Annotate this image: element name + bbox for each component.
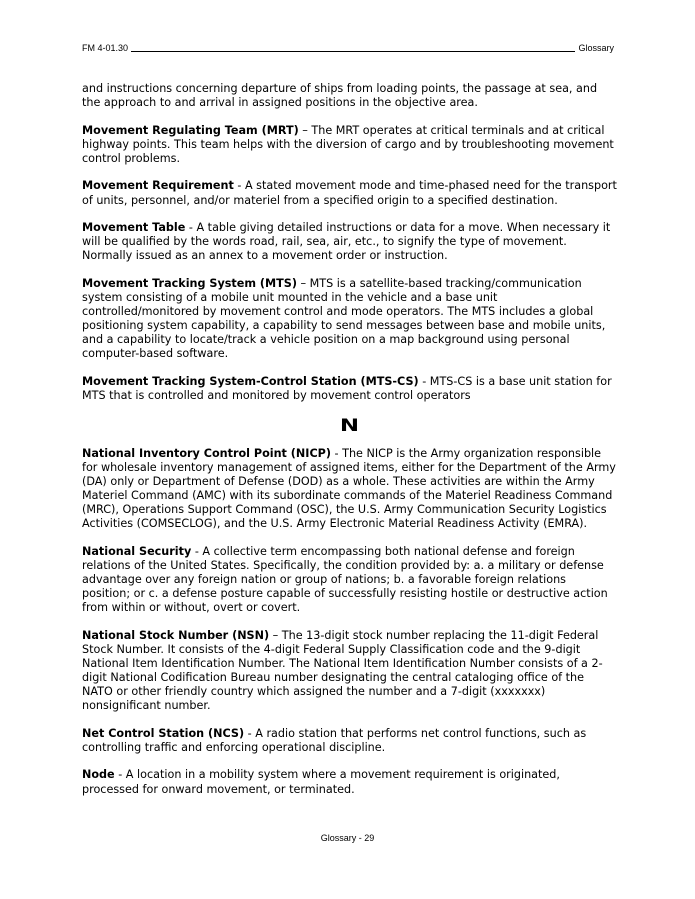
- glossary-term: Node: [82, 768, 115, 782]
- page-footer: [0, 832, 695, 844]
- footer-page-label: Glossary - 29: [320, 833, 375, 843]
- glossary-term: Movement Regulating Team (MRT): [82, 123, 299, 137]
- glossary-term: Movement Requirement: [82, 179, 234, 193]
- glossary-entry: [82, 277, 617, 362]
- glossary-entry: [82, 375, 617, 403]
- glossary-term: Movement Table: [82, 221, 186, 235]
- header-doc-id: FM 4-01.30: [82, 43, 129, 53]
- section-letter-heading: N: [339, 415, 360, 436]
- glossary-definition: – MTS is a satellite-based tracking/communication system consisting of a mobile unit mounted in the vehicle and a base unit controlled/monitored by movement control and mode operators. The MTS includes a global positioning system capability, a capability to send messages between base and mobile units, and a capability to locate/track a vehicle position on a map background using personal computer-based software.: [82, 276, 606, 361]
- glossary-entry: [82, 768, 617, 796]
- glossary-definition: - MTS-CS is a base unit station for MTS that is controlled and monitored by movement control operators: [82, 375, 612, 403]
- glossary-definition: - A table giving detailed instructions or data for a move. When necessary it will be qualified by the words road, rail, sea, air, etc., to signify the type of movement. Normally issued as an annex to a movement order or instruction.: [82, 221, 611, 263]
- glossary-entry: [82, 179, 617, 207]
- glossary-entry: [82, 727, 617, 755]
- glossary-term: National Security: [82, 544, 192, 558]
- header-section: Glossary: [578, 43, 614, 53]
- glossary-entry: [82, 447, 617, 532]
- entries-before-group: [82, 82, 617, 403]
- glossary-definition: – The 13-digit stock number replacing the 11-digit Federal Stock Number. It consists of the 4-digit Federal Supply Classification code and the 9-digit National Item Identification Number. The National Item Identification Number consists of a 2-digit National Codification Bureau number designating the central cataloging office of the NATO or other friendly country which assigned the number and a 7-digit (xxxxxxx) nonsignificant number.: [82, 628, 603, 713]
- header-rule: [131, 51, 575, 52]
- entries-after-group: [82, 447, 617, 797]
- glossary-term: National Stock Number (NSN): [82, 628, 270, 642]
- page-header: [82, 41, 614, 55]
- glossary-definition: - A radio station that performs net control functions, such as controlling traffic and enforcing operational discipline.: [82, 726, 587, 754]
- glossary-definition: - A collective term encompassing both national defense and foreign relations of the United States. Specifically, the condition provided by: a. a military or defense advantage over any foreign nation or group of nations; b. a favorable foreign relations position; or c. a defense posture capable of successfully resisting hostile or destructive action from within or without, overt or covert.: [82, 544, 608, 615]
- glossary-definition: - A location in a mobility system where a movement requirement is originated, processed for onward movement, or terminated.: [82, 768, 560, 796]
- glossary-definition: – The MRT operates at critical terminals and at critical highway points. This team helps with the diversion of cargo and by troubleshooting movement control problems.: [82, 123, 614, 165]
- glossary-definition: and instructions concerning departure of ships from loading points, the passage at sea, and the approach to and arrival in assigned positions in the objective area.: [82, 82, 598, 110]
- glossary-term: Movement Tracking System (MTS): [82, 276, 297, 290]
- glossary-content: [82, 82, 617, 810]
- glossary-entry: [82, 629, 617, 714]
- glossary-term: Movement Tracking System-Control Station (MTS-CS): [82, 375, 419, 388]
- glossary-entry: [82, 221, 617, 263]
- glossary-entry: [82, 82, 617, 110]
- glossary-term: Net Control Station (NCS): [82, 726, 245, 740]
- glossary-entry: [82, 124, 617, 166]
- glossary-definition: - The NICP is the Army organization responsible for wholesale inventory management of assigned items, either for the Department of the Army (DA) only or Department of Defense (DOD) as a whole. These activities are within the Army Materiel Command (AMC) with its subordinate commands of the Materiel Readiness Command (MRC), Operations Support Command (OSC), the U.S. Army Communication Security Logistics Activities (COMSECLOG), and the U.S. Army Electronic Material Readiness Activity (EMRA).: [82, 446, 616, 531]
- glossary-term: National Inventory Control Point (NICP): [82, 446, 331, 460]
- glossary-entry: [82, 545, 617, 615]
- glossary-definition: - A stated movement mode and time-phased need for the transport of units, personnel, and/or materiel from a specified origin to a specified destination.: [82, 179, 617, 207]
